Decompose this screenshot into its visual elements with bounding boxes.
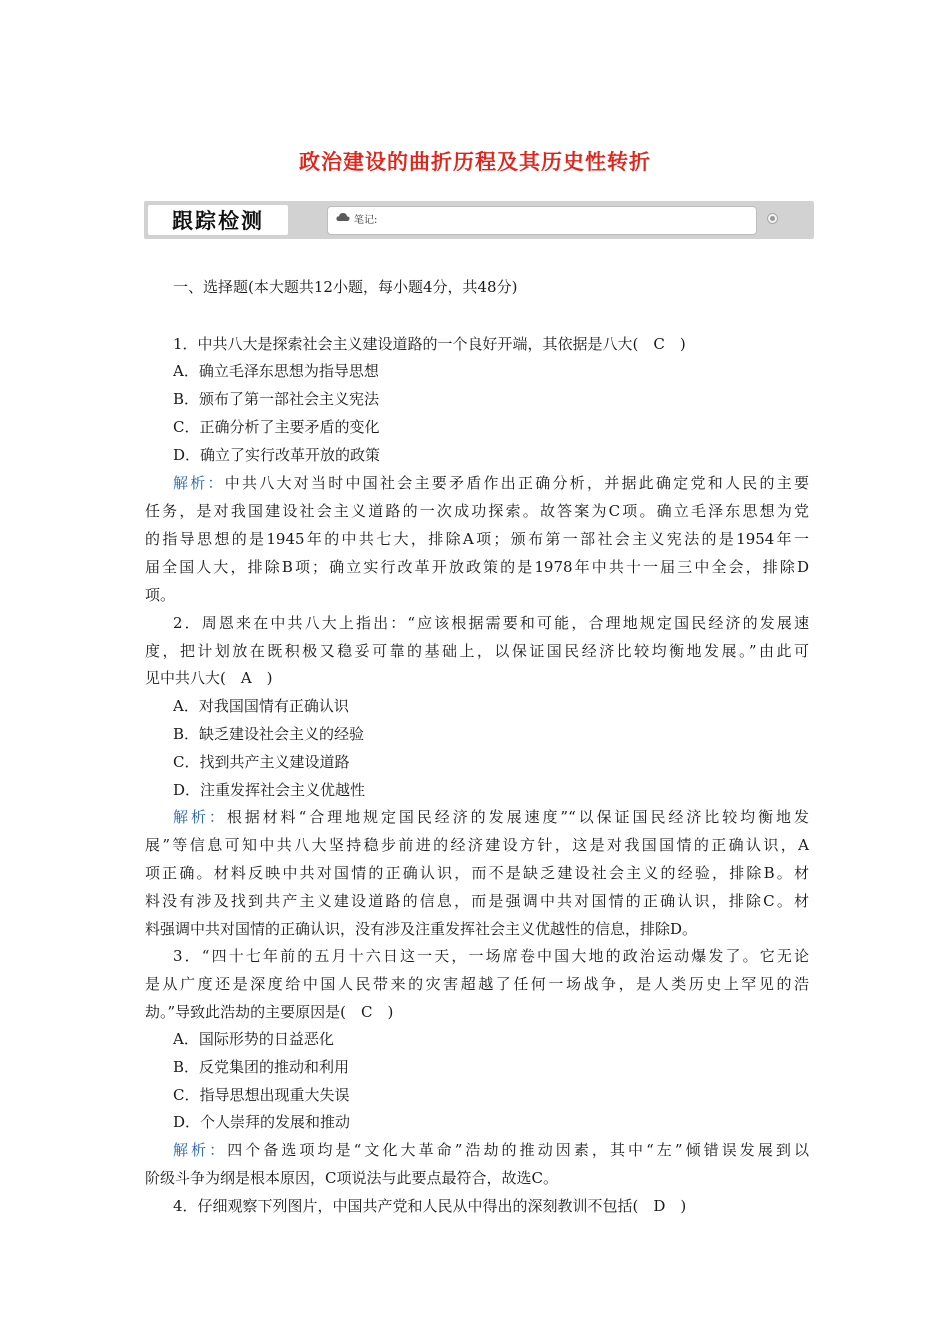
option: B．反党集团的推动和利用 <box>173 1058 350 1076</box>
analysis-line: 料强调中共对国情的正确认识，没有涉及注重发挥社会主义优越性的信息，排除D。 <box>145 920 698 938</box>
note-input-box[interactable] <box>327 206 757 235</box>
analysis-line: 料没有涉及找到共产主义建设道路的信息，而是强调中共对国情的正确认识，排除C。材 <box>145 892 809 910</box>
option: D．确立了实行改革开放的政策 <box>173 446 381 464</box>
option: C．正确分析了主要矛盾的变化 <box>173 418 380 436</box>
option: B．缺乏建设社会主义的经验 <box>173 725 365 743</box>
section-heading: 一、选择题(本大题共12小题，每小题4分，共48分) <box>173 278 518 296</box>
option: D．注重发挥社会主义优越性 <box>173 781 366 799</box>
question-stem: 劫。”导致此浩劫的主要原因是( C ) <box>145 1003 394 1021</box>
analysis-line: 项正确。材料反映中共对国情的正确认识，而不是缺乏建设社会主义的经验，排除B。材 <box>145 864 809 882</box>
analysis-label: 解析： <box>173 1141 228 1159</box>
question-stem: 见中共八大( A ) <box>145 669 273 687</box>
analysis-line: 的指导思想的是1945年的中共七大，排除A项；颁布第一部社会主义宪法的是1954年一 <box>145 530 809 548</box>
option: A．确立毛泽东思想为指导思想 <box>173 362 379 380</box>
question-stem: 1．中共八大是探索社会主义建设道路的一个良好开端，其依据是八大( C ) <box>173 335 686 353</box>
analysis-line: 解析：中共八大对当时中国社会主要矛盾作出正确分析，并据此确定党和人民的主要 <box>173 474 809 492</box>
analysis-line: 解析：四个备选项均是“文化大革命”浩劫的推动因素，其中“左”倾错误发展到以 <box>173 1141 809 1159</box>
question-stem: 2．周恩来在中共八大上指出：“应该根据需要和可能，合理地规定国民经济的发展速 <box>173 614 809 632</box>
option: B．颁布了第一部社会主义宪法 <box>173 390 380 408</box>
note-label: 笔记: <box>354 215 378 226</box>
tracking-banner <box>144 201 814 239</box>
clear-icon[interactable] <box>767 213 778 224</box>
analysis-line: 解析：根据材料“合理地规定国民经济的发展速度”“以保证国民经济比较均衡地发 <box>173 808 809 826</box>
option: A．对我国国情有正确认识 <box>173 697 349 715</box>
analysis-line: 届全国人大，排除B项；确立实行改革开放政策的是1978年中共十一届三中全会，排除D <box>145 558 809 576</box>
analysis-line: 任务，是对我国建设社会主义道路的一次成功探索。故答案为C项。确立毛泽东思想为党 <box>145 502 809 520</box>
question-stem: 度，把计划放在既积极又稳妥可靠的基础上，以保证国民经济比较均衡地发展。”由此可 <box>145 642 809 660</box>
option: A．国际形势的日益恶化 <box>173 1030 334 1048</box>
page-title: 政治建设的曲折历程及其历史性转折 <box>299 150 651 174</box>
analysis-label: 解析： <box>173 808 227 826</box>
question-stem: 是从广度还是深度给中国人民带来的灾害超越了任何一场战争，是人类历史上罕见的浩 <box>145 975 809 993</box>
analysis-line: 展”等信息可知中共八大坚持稳步前进的经济建设方针，这是对我国国情的正确认识，A <box>145 836 809 854</box>
cloud-icon <box>336 212 350 222</box>
banner-label: 跟踪检测 <box>148 205 288 235</box>
option: C．找到共产主义建设道路 <box>173 753 350 771</box>
analysis-line: 阶级斗争为纲是根本原因，C项说法与此要点最符合，故选C。 <box>145 1169 558 1187</box>
option: D．个人崇拜的发展和推动 <box>173 1113 351 1131</box>
question-stem: 4．仔细观察下列图片，中国共产党和人民从中得出的深刻教训不包括( D ) <box>173 1197 687 1215</box>
option: C．指导思想出现重大失误 <box>173 1086 350 1104</box>
analysis-line: 项。 <box>145 586 176 604</box>
question-stem: 3．“四十七年前的五月十六日这一天，一场席卷中国大地的政治运动爆发了。它无论 <box>173 947 809 965</box>
analysis-label: 解析： <box>173 474 225 492</box>
